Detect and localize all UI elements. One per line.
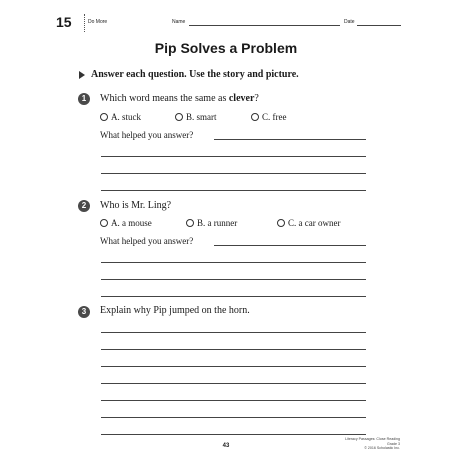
lesson-number: 15	[56, 14, 72, 30]
q1-option-b[interactable]	[175, 112, 217, 122]
q2-helped-prompt: What helped you answer?	[100, 236, 194, 246]
q2-option-c[interactable]	[277, 218, 340, 228]
q2-answer-line[interactable]	[101, 279, 366, 280]
credit-line	[340, 437, 400, 451]
q2-option-a[interactable]	[100, 218, 152, 228]
q1-helped-prompt: What helped you answer?	[100, 130, 194, 140]
radio-circle-icon[interactable]	[277, 219, 285, 227]
question-number-2: 2	[78, 200, 90, 212]
q3-answer-line[interactable]	[101, 434, 366, 435]
q1-option-a[interactable]	[100, 112, 141, 122]
q3-answer-line[interactable]	[101, 349, 366, 350]
q1-option-a-label: A. stuck	[111, 112, 141, 122]
q1-answer-line[interactable]	[101, 190, 366, 191]
q2-option-c-label: C. a car owner	[288, 218, 341, 228]
name-field-line[interactable]	[189, 25, 340, 26]
question-1-suffix: ?	[254, 93, 259, 104]
q2-answer-line[interactable]	[101, 262, 366, 263]
radio-circle-icon[interactable]	[175, 113, 183, 121]
q1-answer-line[interactable]	[101, 173, 366, 174]
q2-option-b[interactable]	[186, 218, 237, 228]
radio-circle-icon[interactable]	[100, 219, 108, 227]
page-title: Pip Solves a Problem	[154, 40, 298, 56]
arrow-right-icon	[79, 71, 85, 79]
q1-option-c-label: C. free	[262, 112, 287, 122]
q2-answer-line[interactable]	[101, 296, 366, 297]
date-label: Date	[344, 19, 355, 25]
q1-option-b-label: B. smart	[186, 112, 217, 122]
instructions: Answer each question. Use the story and picture.	[91, 69, 299, 80]
q2-option-b-label: B. a runner	[197, 218, 238, 228]
question-1-prefix: Which word means the same as	[100, 93, 229, 104]
q2-option-a-label: A. a mouse	[111, 218, 152, 228]
lesson-tag: Do More	[88, 19, 108, 25]
question-1-text	[100, 93, 259, 104]
credit-line-1: Literacy Passages: Close Reading Grade 3	[345, 437, 400, 446]
credit-line-2: © 2016 Scholastic Inc.	[364, 446, 400, 451]
question-2-text: Who is Mr. Ling?	[100, 200, 172, 211]
q1-helped-answer-line[interactable]	[214, 139, 366, 140]
page-number: 43	[222, 443, 230, 449]
q3-answer-line[interactable]	[101, 366, 366, 367]
q3-answer-line[interactable]	[101, 383, 366, 384]
question-1-keyword: clever	[228, 93, 255, 104]
radio-circle-icon[interactable]	[100, 113, 108, 121]
radio-circle-icon[interactable]	[251, 113, 259, 121]
question-number-1: 1	[78, 93, 90, 105]
header-divider	[84, 14, 85, 32]
q1-option-c[interactable]	[251, 112, 287, 122]
q2-helped-answer-line[interactable]	[214, 245, 366, 246]
q3-answer-line[interactable]	[101, 400, 366, 401]
radio-circle-icon[interactable]	[186, 219, 194, 227]
q3-answer-line[interactable]	[101, 417, 366, 418]
q1-answer-line[interactable]	[101, 156, 366, 157]
question-number-3: 3	[78, 306, 90, 318]
name-label: Name	[172, 19, 186, 25]
q3-answer-line[interactable]	[101, 332, 366, 333]
question-3-text: Explain why Pip jumped on the horn.	[100, 305, 250, 316]
date-field-line[interactable]	[357, 25, 401, 26]
